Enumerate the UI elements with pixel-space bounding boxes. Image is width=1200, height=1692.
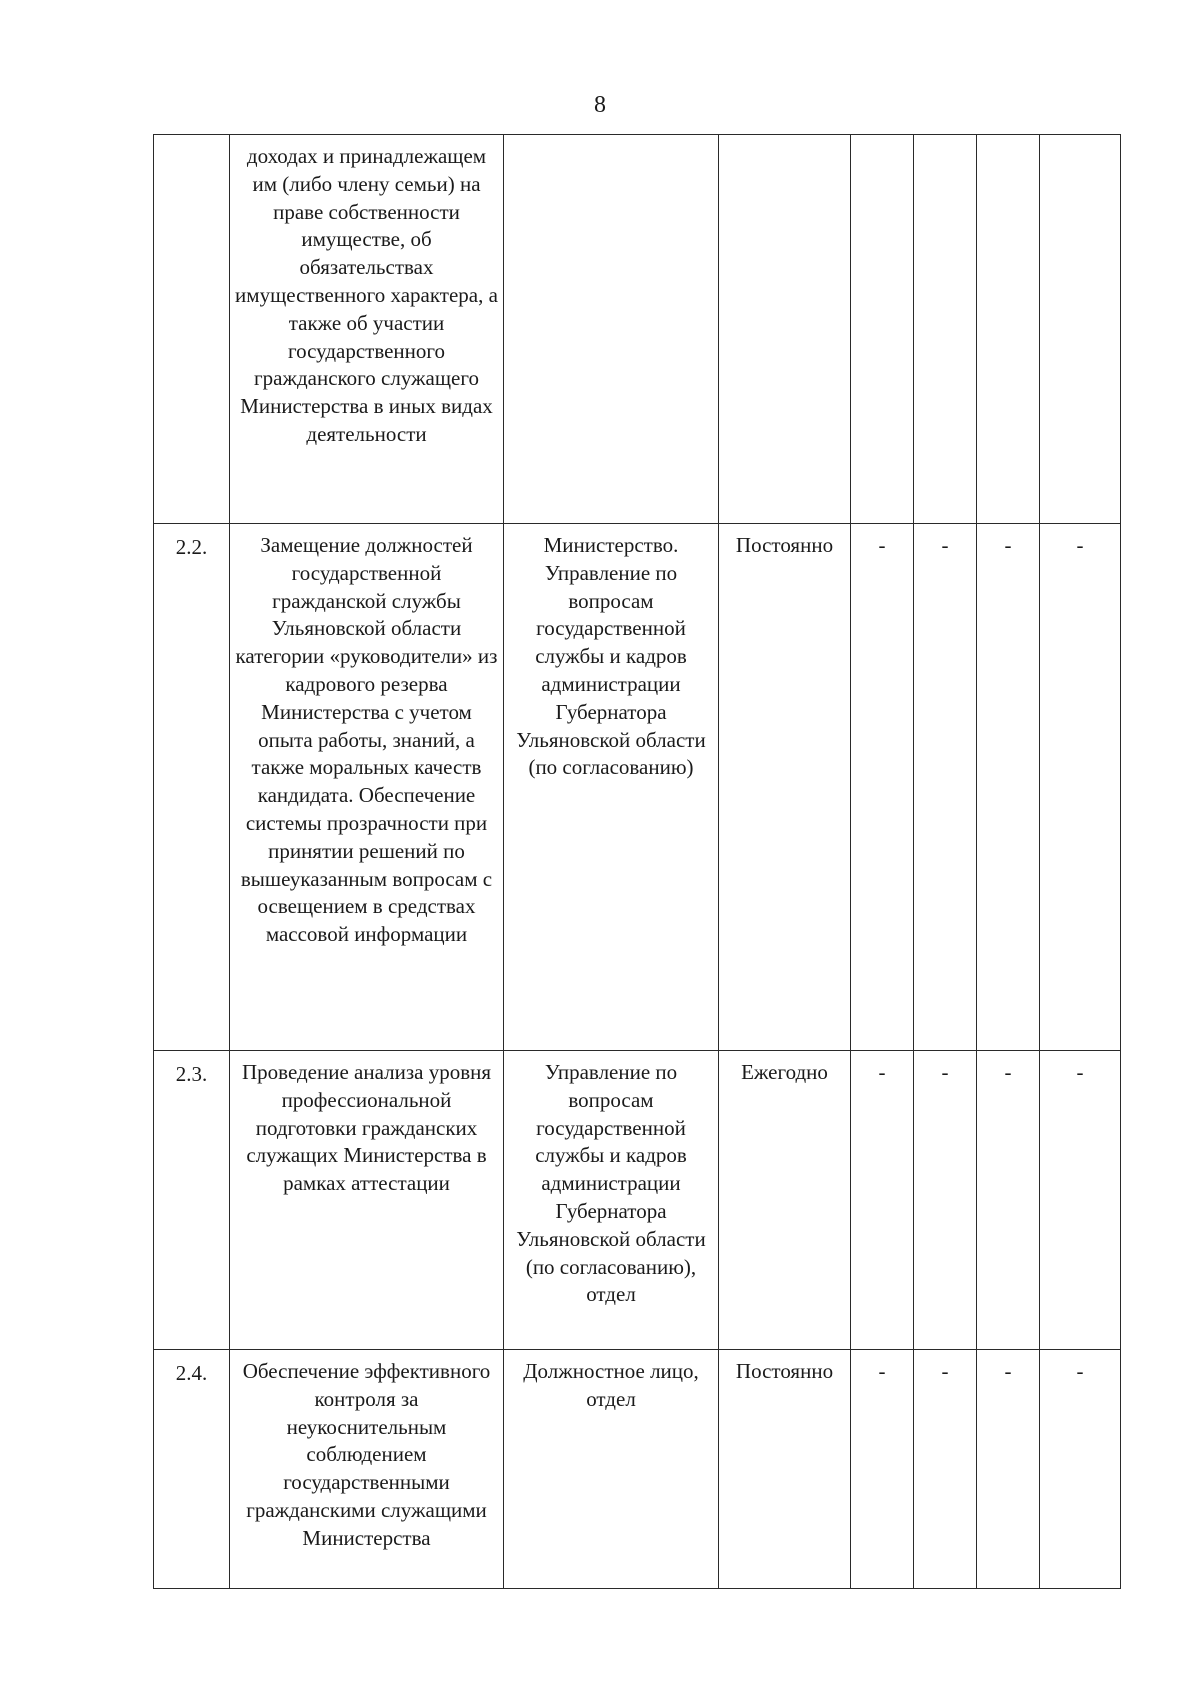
- funding-cell: [1040, 135, 1121, 524]
- table-row: [154, 524, 1121, 1051]
- funding-cell: -: [851, 1350, 914, 1589]
- item-number-cell: 2.3.: [154, 1051, 230, 1350]
- funding-cell: [851, 135, 914, 524]
- table-row: [154, 1051, 1121, 1350]
- table-row: [154, 1350, 1121, 1589]
- term-cell: Ежегодно: [719, 1051, 851, 1350]
- funding-cell: -: [1040, 1350, 1121, 1589]
- funding-cell: -: [914, 1051, 977, 1350]
- term-cell: [719, 135, 851, 524]
- term-cell: Постоянно: [719, 1350, 851, 1589]
- funding-cell: -: [1040, 1051, 1121, 1350]
- funding-cell: -: [851, 524, 914, 1051]
- funding-cell: -: [977, 1350, 1040, 1589]
- event-description-cell: доходах и принадлежащем им (либо члену семьи) на праве собственности имуществе, об обязательствах имущественного характера, а также об участии государственного гражданского служащего Министерства в иных видах деятельности: [230, 135, 504, 524]
- item-number-cell: [154, 135, 230, 524]
- funding-cell: -: [851, 1051, 914, 1350]
- event-description-cell: Проведение анализа уровня профессиональной подготовки гражданских служащих Министерства в рамках аттестации: [230, 1051, 504, 1350]
- page-number: 8: [594, 92, 606, 118]
- funding-cell: -: [977, 1051, 1040, 1350]
- funding-cell: -: [977, 524, 1040, 1051]
- responsible-cell: Управление по вопросам государственной службы и кадров администрации Губернатора Ульяновской области (по согласованию), отдел: [504, 1051, 719, 1350]
- measures-table: [153, 134, 1121, 1589]
- responsible-cell: [504, 135, 719, 524]
- funding-cell: -: [1040, 524, 1121, 1051]
- funding-cell: -: [914, 1350, 977, 1589]
- table-row: [154, 135, 1121, 524]
- item-number-cell: 2.2.: [154, 524, 230, 1051]
- funding-cell: -: [914, 524, 977, 1051]
- item-number-cell: 2.4.: [154, 1350, 230, 1589]
- event-description-cell: Обеспечение эффективного контроля за неукоснительным соблюдением государственными гражданскими служащими Министерства: [230, 1350, 504, 1589]
- funding-cell: [914, 135, 977, 524]
- responsible-cell: Должностное лицо, отдел: [504, 1350, 719, 1589]
- term-cell: Постоянно: [719, 524, 851, 1051]
- funding-cell: [977, 135, 1040, 524]
- event-description-cell: Замещение должностей государственной гражданской службы Ульяновской области категории «руководители» из кадрового резерва Министерства с учетом опыта работы, знаний, а также моральных качеств кандидата. Обеспечение системы прозрачности при принятии решений по вышеуказанным вопросам с освещением в средствах массовой информации: [230, 524, 504, 1051]
- responsible-cell: Министерство. Управление по вопросам государственной службы и кадров администрации Губернатора Ульяновской области (по согласованию): [504, 524, 719, 1051]
